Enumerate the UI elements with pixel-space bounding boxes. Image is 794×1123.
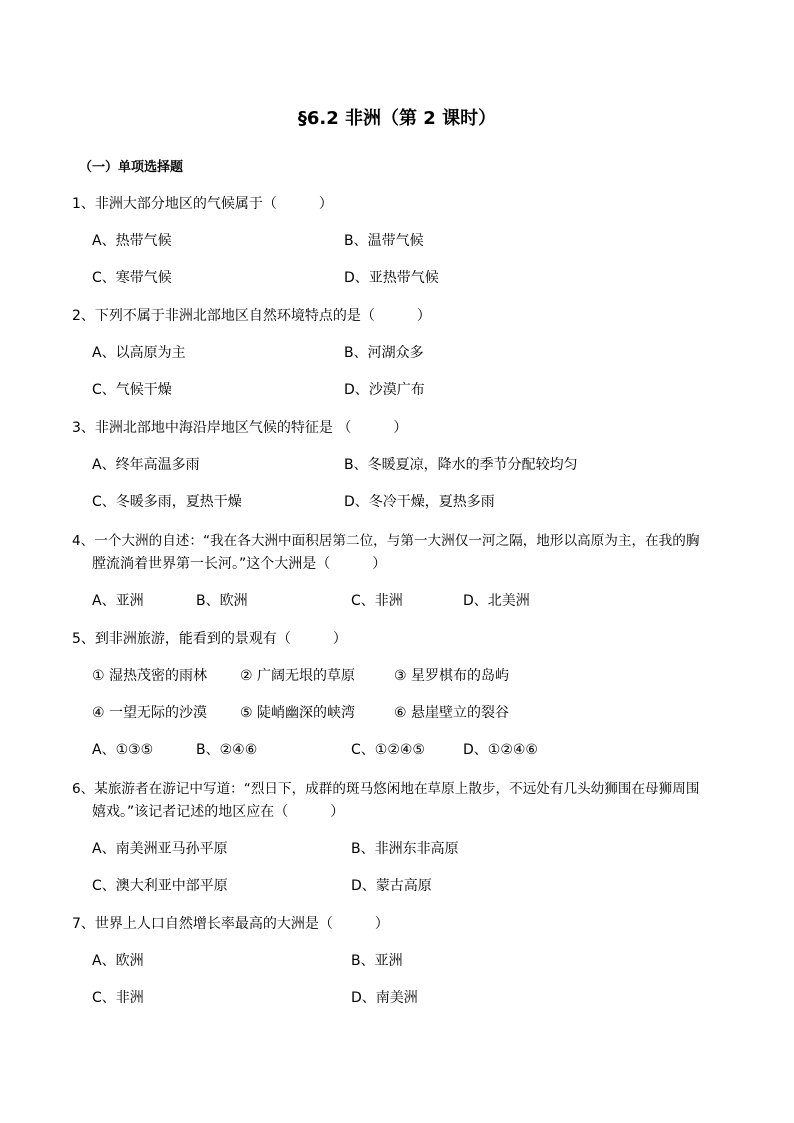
question-5-option-a[interactable]: A、①③⑤ bbox=[92, 742, 154, 758]
question-4-stem-line2: 膛流淌着世界第一长河。”这个大洲是（ ） bbox=[92, 556, 387, 572]
question-7-option-c[interactable]: C、非洲 bbox=[92, 990, 144, 1006]
question-6-option-a[interactable]: A、南美洲亚马孙平原 bbox=[92, 841, 228, 857]
question-4-stem: 4、一个大洲的自述：“我在各大洲中面积居第二位，与第一大洲仅一河之隔，地形以高原为主，在我的胸 bbox=[72, 533, 700, 549]
question-6-option-d[interactable]: D、蒙古高原 bbox=[351, 878, 432, 894]
question-2-option-b[interactable]: B、河湖众多 bbox=[344, 345, 424, 361]
question-4-option-c[interactable]: C、非洲 bbox=[351, 593, 403, 609]
question-2-option-c[interactable]: C、气候干燥 bbox=[92, 382, 172, 398]
question-7-option-a[interactable]: A、欧洲 bbox=[92, 953, 144, 969]
question-5-option-c[interactable]: C、①②④⑤ bbox=[351, 742, 425, 758]
question-6-option-b[interactable]: B、非洲东非高原 bbox=[351, 841, 459, 857]
question-6-option-c[interactable]: C、澳大利亚中部平原 bbox=[92, 878, 228, 894]
page-title: §6.2 非洲（第 2 课时） bbox=[297, 108, 497, 129]
question-3-stem: 3、非洲北部地中海沿岸地区气候的特征是 （ ） bbox=[72, 420, 408, 436]
question-6-stem-line2: 嬉戏。”该记者记述的地区应在（ ） bbox=[92, 804, 345, 820]
section-heading: （一）单项选择题 bbox=[79, 160, 184, 175]
question-4-option-b[interactable]: B、欧洲 bbox=[196, 593, 248, 609]
question-5-item-2: ② 广阔无垠的草原 bbox=[240, 668, 356, 684]
question-4-option-a[interactable]: A、亚洲 bbox=[92, 593, 144, 609]
question-5-option-d[interactable]: D、①②④⑥ bbox=[463, 742, 538, 758]
question-1-option-b[interactable]: B、温带气候 bbox=[344, 233, 424, 249]
question-1-stem: 1、非洲大部分地区的气候属于（ ） bbox=[72, 196, 333, 212]
question-1-option-c[interactable]: C、寒带气候 bbox=[92, 270, 172, 286]
question-5-item-3: ③ 星罗棋布的岛屿 bbox=[394, 668, 510, 684]
question-3-option-a[interactable]: A、终年高温多雨 bbox=[92, 457, 200, 473]
question-2-option-d[interactable]: D、沙漠广布 bbox=[344, 382, 425, 398]
question-2-stem: 2、下列不属于非洲北部地区自然环境特点的是（ ） bbox=[72, 308, 431, 324]
question-6-stem: 6、某旅游者在游记中写道：“烈日下，成群的斑马悠闲地在草原上散步，不远处有几头幼狮围在母狮周围 bbox=[72, 781, 700, 797]
question-3-option-b[interactable]: B、冬暖夏凉，降水的季节分配较均匀 bbox=[344, 457, 578, 473]
question-5-item-5: ⑤ 陡峭幽深的峡湾 bbox=[240, 705, 356, 721]
question-5-item-1: ① 湿热茂密的雨林 bbox=[92, 668, 208, 684]
question-7-option-b[interactable]: B、亚洲 bbox=[351, 953, 403, 969]
question-3-option-d[interactable]: D、冬冷干燥，夏热多雨 bbox=[344, 494, 495, 510]
question-5-stem: 5、到非洲旅游，能看到的景观有（ ） bbox=[72, 631, 347, 647]
question-2-option-a[interactable]: A、以高原为主 bbox=[92, 345, 186, 361]
question-1-option-d[interactable]: D、亚热带气候 bbox=[344, 270, 439, 286]
question-7-option-d[interactable]: D、南美洲 bbox=[351, 990, 418, 1006]
question-5-item-4: ④ 一望无际的沙漠 bbox=[92, 705, 208, 721]
question-3-option-c[interactable]: C、冬暖多雨，夏热干燥 bbox=[92, 494, 242, 510]
question-5-item-6: ⑥ 悬崖壁立的裂谷 bbox=[394, 705, 510, 721]
question-7-stem: 7、世界上人口自然增长率最高的大洲是（ ） bbox=[72, 916, 389, 932]
question-4-option-d[interactable]: D、北美洲 bbox=[463, 593, 530, 609]
question-1-option-a[interactable]: A、热带气候 bbox=[92, 233, 172, 249]
question-5-option-b[interactable]: B、②④⑥ bbox=[196, 742, 258, 758]
